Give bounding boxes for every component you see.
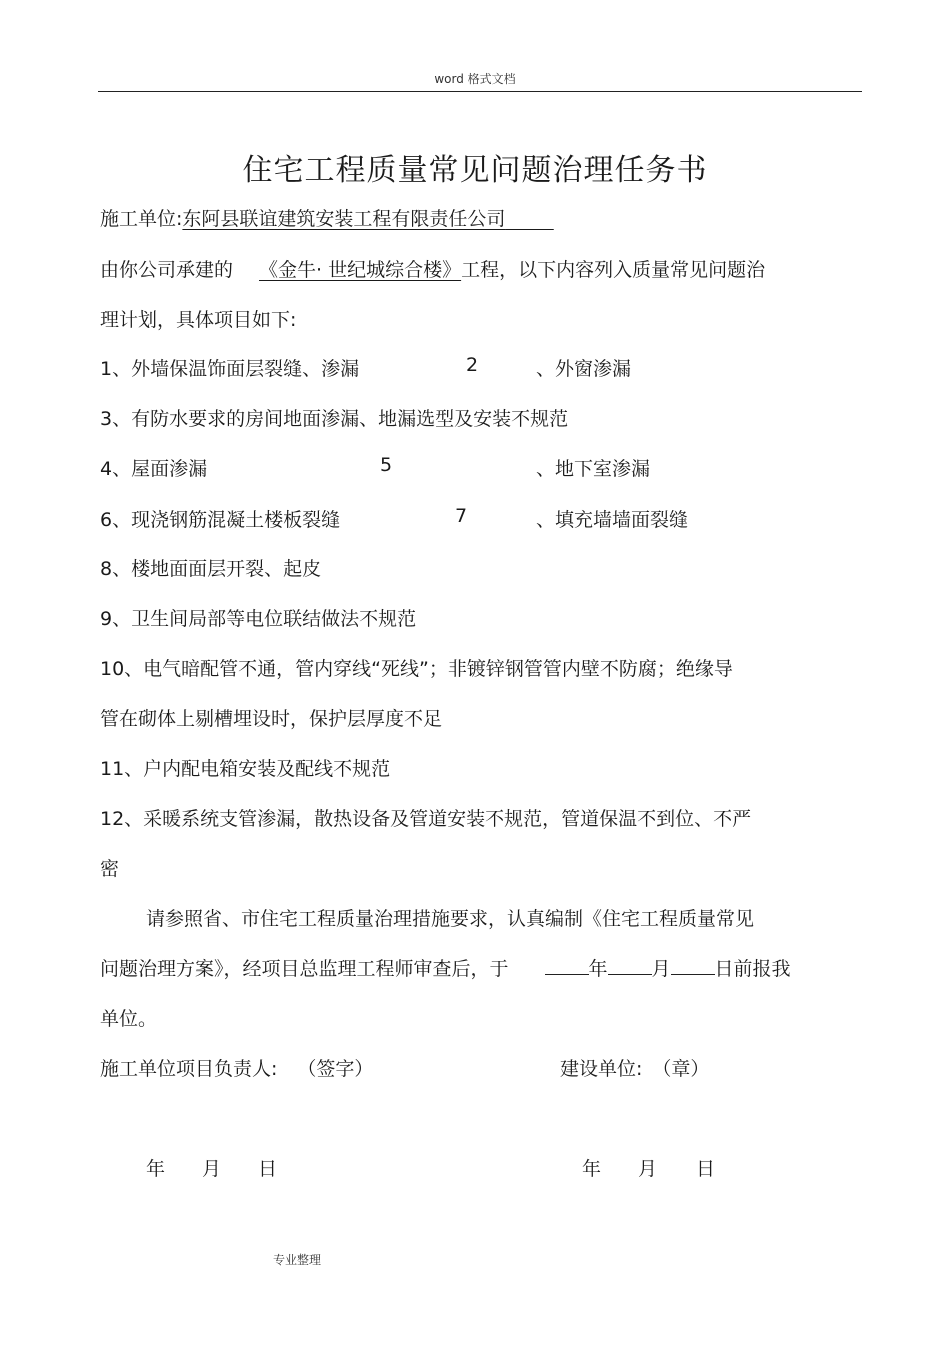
intro-line-1 <box>100 255 765 282</box>
page-header: word 格式文档 <box>434 72 516 86</box>
right-date-day: 日 <box>696 1158 716 1180</box>
item-3: 3、有防水要求的房间地面渗漏、地漏选型及安装不规范 <box>100 408 569 430</box>
page-footer: 专业整理 <box>273 1253 322 1267</box>
intro-line-2: 理计划，具体项目如下: <box>100 309 297 331</box>
month-blank[interactable] <box>608 956 652 975</box>
item-10-line-2: 管在砌体上剔槽埋设时，保护层厚度不足 <box>100 708 443 730</box>
contractor-line <box>100 204 554 231</box>
request-day-suffix: 日前报我 <box>714 958 791 980</box>
signature-placeholder: （签字） <box>297 1058 374 1080</box>
item-11: 11、户内配电箱安装及配线不规范 <box>100 758 391 780</box>
request-line-2-text: 问题治理方案》，经项目总监理工程师审查后，于 <box>100 958 509 980</box>
request-line-2 <box>100 954 791 981</box>
item-1: 1、外墙保温饰面层裂缝、渗漏 <box>100 358 360 380</box>
owner-seal <box>560 1054 709 1081</box>
document-title: 住宅工程质量常见问题治理任务书 <box>242 153 708 188</box>
project-name: 《金牛· 世纪城综合楼》 <box>259 259 462 281</box>
request-line-1: 请参照省、市住宅工程质量治理措施要求，认真编制《住宅工程质量常见 <box>146 908 755 930</box>
request-month-label: 月 <box>651 958 671 980</box>
item-12-line-1: 12、采暖系统支管渗漏，散热设备及管道安装不规范，管道保温不到位、不严 <box>100 808 752 830</box>
item-2-text: 、外窗渗漏 <box>536 358 632 380</box>
header-rule <box>98 91 862 92</box>
item-6: 6、现浇钢筋混凝土楼板裂缝 <box>100 509 341 531</box>
item-2-number: 2 <box>466 354 479 376</box>
contractor-label: 施工单位: <box>100 208 183 230</box>
right-date-month: 月 <box>638 1158 658 1180</box>
item-4: 4、屋面渗漏 <box>100 458 208 480</box>
left-date-month: 月 <box>202 1158 222 1180</box>
left-date-year: 年 <box>146 1158 166 1180</box>
day-blank[interactable] <box>671 956 715 975</box>
contractor-name: 东阿县联谊建筑安装工程有限责任公司 <box>182 208 506 230</box>
item-7-number: 7 <box>455 505 468 527</box>
seal-placeholder: （章） <box>652 1058 710 1080</box>
right-date-year: 年 <box>582 1158 602 1180</box>
item-5-text: 、地下室渗漏 <box>536 458 651 480</box>
item-8: 8、楼地面面层开裂、起皮 <box>100 558 322 580</box>
left-date-day: 日 <box>258 1158 278 1180</box>
item-10-line-1: 10、电气暗配管不通，管内穿线“死线”；非镀锌钢管管内壁不防腐；绝缘导 <box>100 658 733 680</box>
item-12-line-2: 密 <box>100 858 120 880</box>
year-blank[interactable] <box>545 956 589 975</box>
intro-suffix: 工程，以下内容列入质量常见问题治 <box>461 259 766 281</box>
item-7-text: 、填充墙墙面裂缝 <box>536 509 689 531</box>
intro-prefix: 由你公司承建的 <box>100 259 234 281</box>
item-9: 9、卫生间局部等电位联结做法不规范 <box>100 608 417 630</box>
item-5-number: 5 <box>380 454 393 476</box>
owner-label: 建设单位: <box>560 1058 643 1080</box>
request-line-3: 单位。 <box>100 1008 158 1030</box>
contractor-signature <box>100 1054 373 1081</box>
contractor-signature-label: 施工单位项目负责人: <box>100 1058 278 1080</box>
request-year-label: 年 <box>588 958 608 980</box>
